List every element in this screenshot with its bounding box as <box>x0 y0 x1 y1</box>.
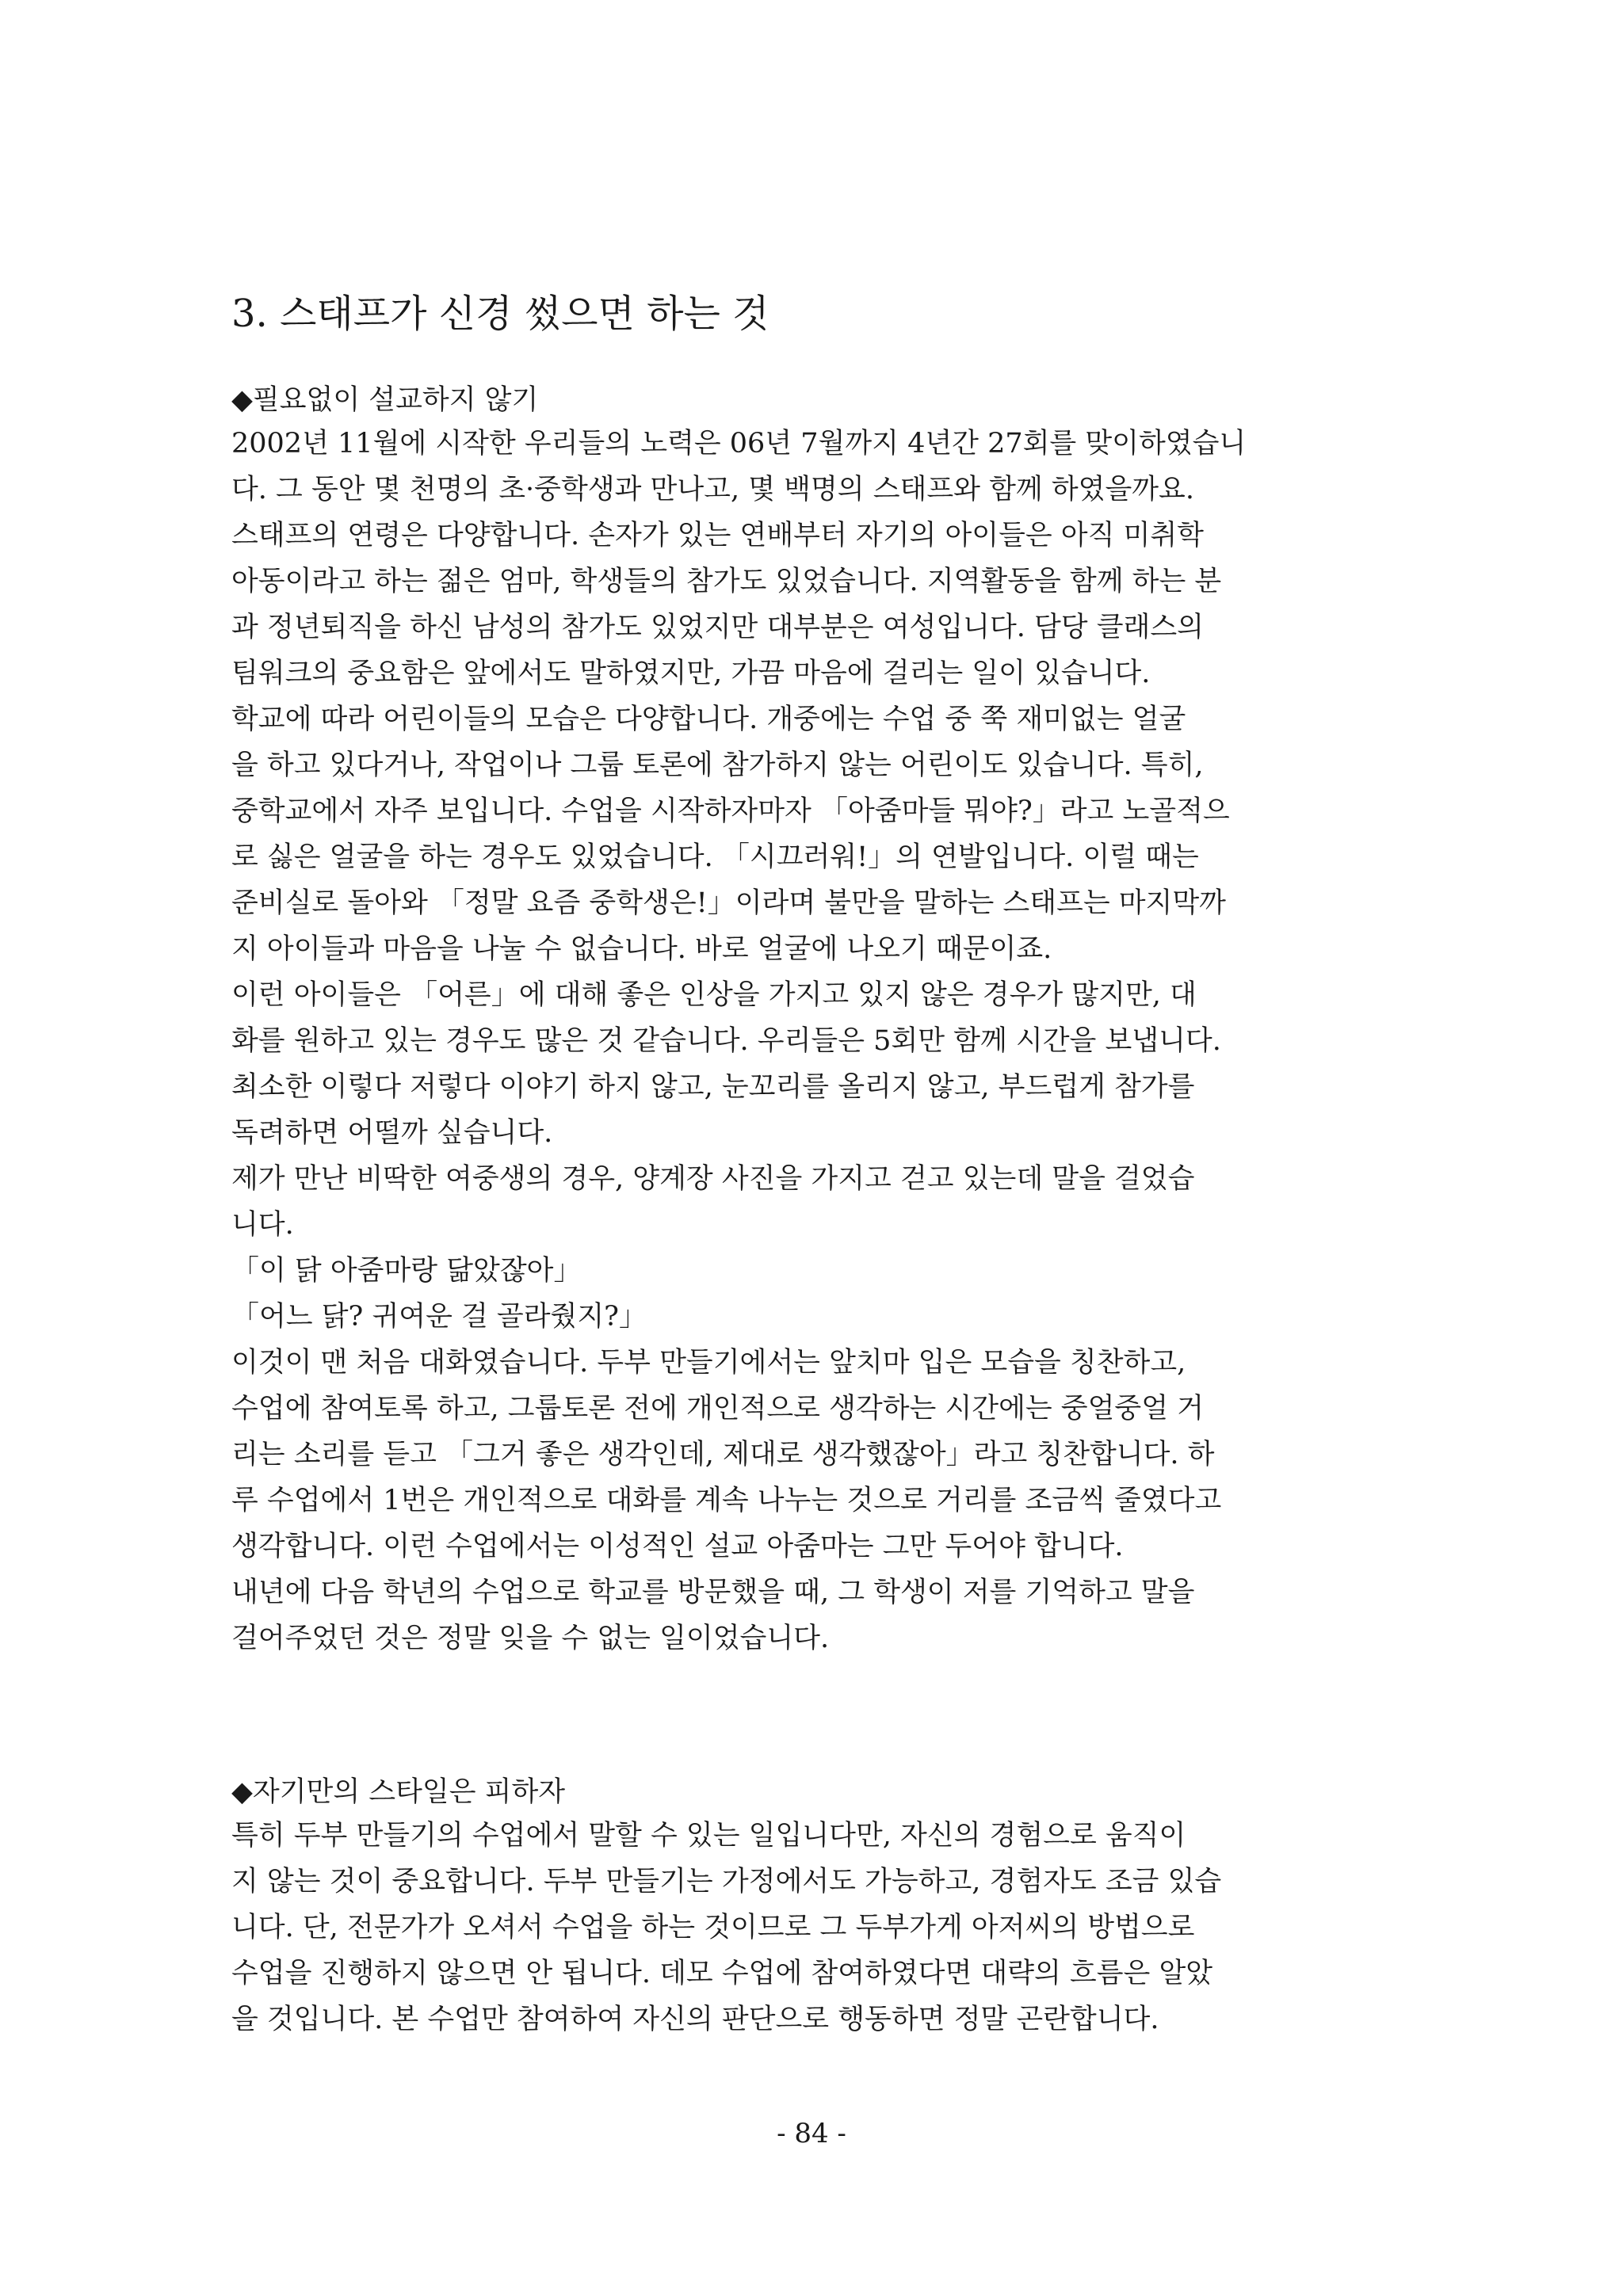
page-number: - 84 - <box>777 2118 846 2149</box>
text-line: 리는 소리를 듣고 「그거 좋은 생각인데, 제대로 생각했잖아」라고 칭찬합니다. 하 <box>231 1439 1215 1470</box>
subsection-heading-1: ◆필요없이 설교하지 않기 <box>231 384 539 416</box>
text-line: 니다. <box>231 1209 294 1241</box>
text-line: 최소한 이렇다 저렇다 이야기 하지 않고, 눈꼬리를 올리지 않고, 부드럽게 참가를 <box>231 1071 1195 1103</box>
text-line: 독려하면 어떨까 싶습니다. <box>231 1117 553 1149</box>
section-title: 3. 스태프가 신경 썼으면 하는 것 <box>231 292 769 337</box>
text-line: 로 싫은 얼굴을 하는 경우도 있었습니다. 「시끄러워!」의 연발입니다. 이럴 때는 <box>231 841 1199 873</box>
text-line: 을 것입니다. 본 수업만 참여하여 자신의 판단으로 행동하면 정말 곤란합니다. <box>231 2004 1159 2035</box>
text-line: 제가 만난 비딱한 여중생의 경우, 양계장 사진을 가지고 걷고 있는데 말을 걸었습 <box>231 1163 1195 1195</box>
subsection-2-body <box>231 1813 1395 2042</box>
text-line: 걸어주었던 것은 정말 잊을 수 없는 일이었습니다. <box>231 1623 830 1654</box>
text-line: 니다. 단, 전문가가 오셔서 수업을 하는 것이므로 그 두부가게 아저씨의 방법으로 <box>231 1912 1195 1943</box>
text-line: 을 하고 있다거나, 작업이나 그룹 토론에 참가하지 않는 어린이도 있습니다. 특히, <box>231 749 1204 781</box>
text-line: 루 수업에서 1번은 개인적으로 대화를 계속 나누는 것으로 거리를 조금씩 줄였다고 <box>231 1485 1222 1516</box>
text-line: 다. 그 동안 몇 천명의 초·중학생과 만나고, 몇 백명의 스태프와 함께 하였을까요. <box>231 474 1194 505</box>
text-line: 수업에 참여토록 하고, 그룹토론 전에 개인적으로 생각하는 시간에는 중얼중얼 거 <box>231 1393 1204 1425</box>
text-line: 지 않는 것이 중요합니다. 두부 만들기는 가정에서도 가능하고, 경험자도 조금 있습 <box>231 1866 1222 1897</box>
subsection-heading-2: ◆자기만의 스타일은 피하자 <box>231 1776 566 1808</box>
text-line: 생각합니다. 이런 수업에서는 이성적인 설교 아줌마는 그만 두어야 합니다. <box>231 1531 1124 1562</box>
text-line: 과 정년퇴직을 하신 남성의 참가도 있었지만 대부분은 여성입니다. 담당 클래스의 <box>231 612 1204 643</box>
text-line: 화를 원하고 있는 경우도 많은 것 같습니다. 우리들은 5회만 함께 시간을 보냅니다. <box>231 1025 1221 1057</box>
text-line: 스태프의 연령은 다양합니다. 손자가 있는 연배부터 자기의 아이들은 아직 미취학 <box>231 520 1204 551</box>
text-line: 특히 두부 만들기의 수업에서 말할 수 있는 일입니다만, 자신의 경험으로 움직이 <box>231 1820 1186 1852</box>
text-line: 학교에 따라 어린이들의 모습은 다양합니다. 개중에는 수업 중 쭉 재미없는 얼굴 <box>231 704 1186 735</box>
text-line: 준비실로 돌아와 「정말 요즘 중학생은!」이라며 불만을 말하는 스태프는 마지막까 <box>231 887 1226 919</box>
text-line: 이런 아이들은 「어른」에 대해 좋은 인상을 가지고 있지 않은 경우가 많지만, 대 <box>231 979 1197 1011</box>
text-line: 지 아이들과 마음을 나눌 수 없습니다. 바로 얼굴에 나오기 때문이죠. <box>231 933 1052 965</box>
text-line: 「어느 닭? 귀여운 걸 골라줬지?」 <box>231 1301 647 1333</box>
text-line: 내년에 다음 학년의 수업으로 학교를 방문했을 때, 그 학생이 저를 기억하고 말을 <box>231 1577 1195 1608</box>
text-line: 수업을 진행하지 않으면 안 됩니다. 데모 수업에 참여하였다면 대략의 흐름은 알았 <box>231 1958 1213 1989</box>
text-line: 아동이라고 하는 젊은 엄마, 학생들의 참가도 있었습니다. 지역활동을 함께 하는 분 <box>231 566 1222 597</box>
subsection-1-body <box>231 421 1395 1661</box>
text-line: 중학교에서 자주 보입니다. 수업을 시작하자마자 「아줌마들 뭐야?」라고 노골적으 <box>231 795 1230 827</box>
text-line: 이것이 맨 처음 대화였습니다. 두부 만들기에서는 앞치마 입은 모습을 칭찬하고, <box>231 1347 1186 1379</box>
text-line: 2002년 11월에 시작한 우리들의 노력은 06년 7월까지 4년간 27회를 맞이하였습니 <box>231 428 1247 460</box>
text-line: 팀워크의 중요함은 앞에서도 말하였지만, 가끔 마음에 걸리는 일이 있습니다. <box>231 658 1151 689</box>
text-line: 「이 닭 아줌마랑 닮았잖아」 <box>231 1255 582 1287</box>
